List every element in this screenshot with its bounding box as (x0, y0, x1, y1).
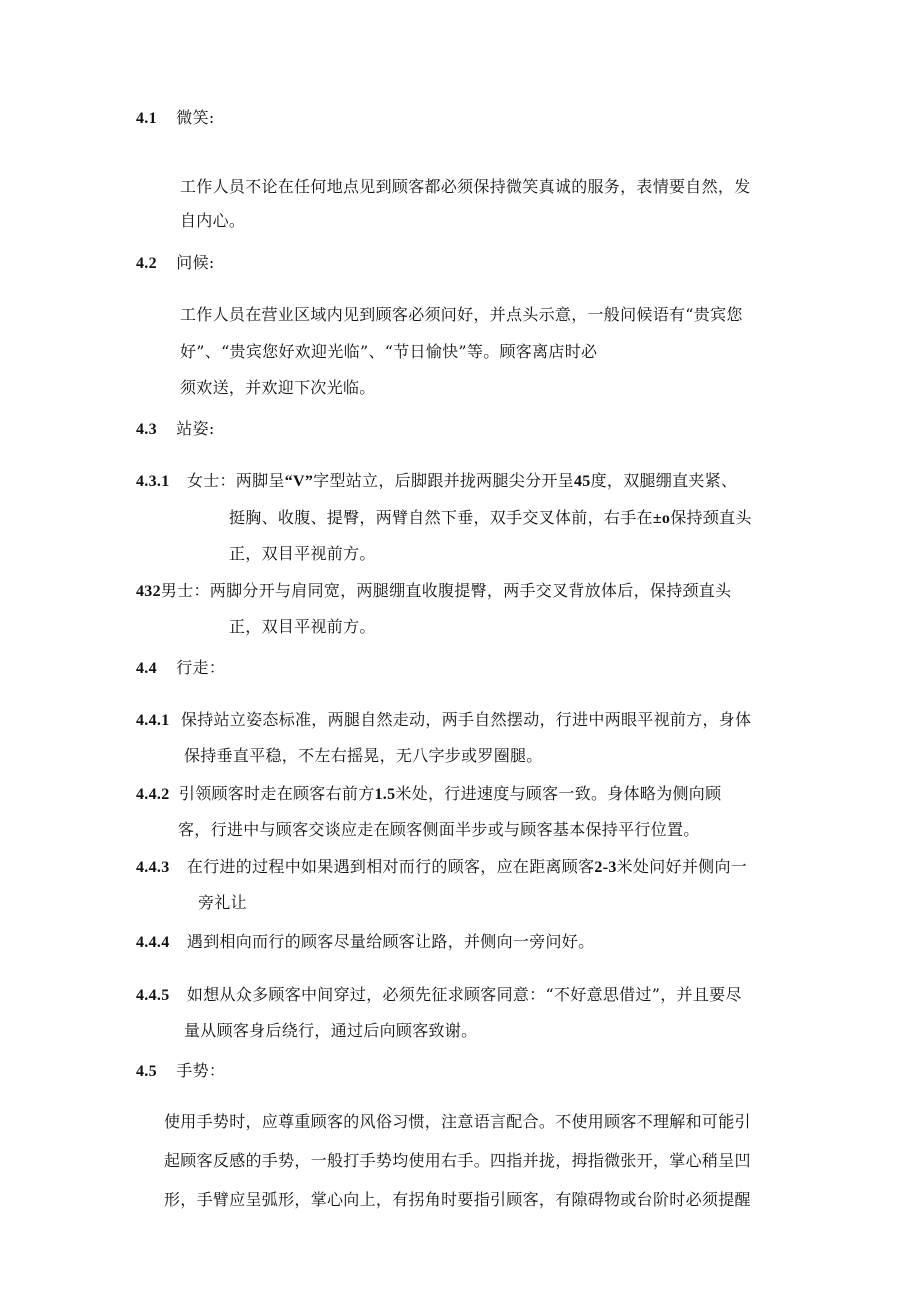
text-run: 米处问好并侧向一 (616, 857, 748, 876)
subsection-number: 4.4.1 (136, 712, 170, 729)
section-title: 手势： (176, 1061, 226, 1080)
subsection-4-4-5-line (136, 984, 742, 1007)
text-run: 引领顾客时走在顾客右前方 (178, 784, 375, 803)
paragraph-line: 旁礼让 (198, 893, 247, 912)
section-4-4-heading (136, 657, 225, 680)
text-run: 在行进的过程中如果遇到相对而行的顾客，应在距离顾客 (186, 857, 595, 876)
subsection-number: 4.4.5 (136, 987, 170, 1004)
subsection-4-4-1-line (136, 709, 751, 732)
paragraph-line: 正，双目平视前方。 (229, 544, 376, 563)
section-4-1-heading (136, 107, 215, 130)
paragraph-line: 好”、“贵宾您好欢迎光临”、“节日愉快”等。顾客离店时必 (180, 342, 598, 361)
section-title: 行走： (176, 658, 226, 677)
paragraph-line: 起顾客反感的手势，一般打手势均使用右手。四指并拢，拇指微张开，掌心稍呈凹 (164, 1151, 751, 1170)
section-number: 4.3 (136, 421, 157, 438)
subsection-4-3-1-line (136, 470, 737, 493)
section-number: 4.5 (136, 1063, 157, 1080)
subsection-number: 4.4.4 (136, 934, 170, 951)
text-run: 1.5 (374, 786, 396, 803)
subsection-4-3-2-line (136, 580, 731, 603)
text-run: 如想从众多顾客中间穿过，必须先征求顾客同意：“不好意思借过”，并且要尽 (186, 985, 742, 1004)
section-number: 4.2 (136, 255, 157, 272)
text-run: 保持颈直头 (670, 508, 752, 527)
paragraph-line: 正，双目平视前方。 (229, 617, 376, 636)
text-run: ±o (652, 510, 671, 527)
section-title: 微笑: (176, 108, 215, 127)
subsection-number: 4.4.3 (136, 859, 170, 876)
text-run: 男士：两脚分开与肩同宽，两腿绷直收腹提臀，两手交叉背放体后，保持颈直头 (160, 581, 732, 600)
text-run: “V” (284, 473, 314, 490)
section-4-2-heading (136, 252, 215, 275)
section-number: 4.1 (136, 110, 157, 127)
subsection-number: 432 (136, 583, 161, 600)
paragraph-line: 使用手势时，应尊重顾客的风俗习惯，注意语言配合。不使用顾客不理解和可能引 (164, 1112, 751, 1131)
subsection-4-4-4-line (136, 931, 594, 954)
text-run: 2-3 (594, 859, 617, 876)
subsection-4-4-3-line (136, 856, 747, 879)
section-4-5-heading (136, 1060, 225, 1083)
paragraph-line: 客，行进中与顾客交谈应走在顾客侧面半步或与顾客基本保持平行位置。 (178, 820, 700, 839)
paragraph-line: 工作人员不论在任何地点见到顾客都必须保持微笑真诚的服务，表情要自然，发 (180, 177, 751, 196)
text-run: 度，双腿绷直夹紧、 (590, 471, 738, 490)
text-run: 45 (573, 473, 591, 490)
section-number: 4.4 (136, 660, 157, 677)
text-run: 女士：两脚呈 (186, 471, 285, 490)
paragraph-line (229, 507, 752, 530)
subsection-number: 4.4.2 (136, 786, 170, 803)
paragraph-line: 量从顾客身后绕行，通过后向顾客致谢。 (184, 1021, 478, 1040)
text-run: 米处，行进速度与顾客一致。身体略为侧向顾 (395, 784, 722, 803)
subsection-number: 4.3.1 (136, 473, 170, 490)
paragraph-line: 自内心。 (180, 211, 246, 230)
subsection-4-4-2-line (136, 783, 721, 806)
section-4-3-heading (136, 418, 215, 441)
paragraph-line: 保持垂直平稳，不左右摇晃，无八字步或罗圈腿。 (184, 746, 543, 765)
section-title: 问候: (176, 253, 215, 272)
paragraph-line: 工作人员在营业区域内见到顾客必须问好，并点头示意，一般问候语有“贵宾您 (180, 305, 743, 324)
text-run: 挺胸、收腹、提臀，两臂自然下垂，双手交叉体前，右手在 (229, 508, 653, 527)
paragraph-line: 形，手臂应呈弧形，掌心向上，有拐角时要指引顾客，有隙碍物或台阶时必须提醒 (164, 1190, 751, 1209)
text-run: 遇到相向而行的顾客尽量给顾客让路，并侧向一旁问好。 (186, 932, 595, 951)
paragraph-line: 须欢送，并欢迎下次光临。 (180, 378, 376, 397)
section-title: 站姿: (176, 419, 215, 438)
text-run: 字型站立，后脚跟并拢两腿尖分开呈 (313, 471, 574, 490)
text-run: 保持站立姿态标准，两腿自然走动，两手自然摆动，行进中两眼平视前方，身体 (180, 710, 752, 729)
